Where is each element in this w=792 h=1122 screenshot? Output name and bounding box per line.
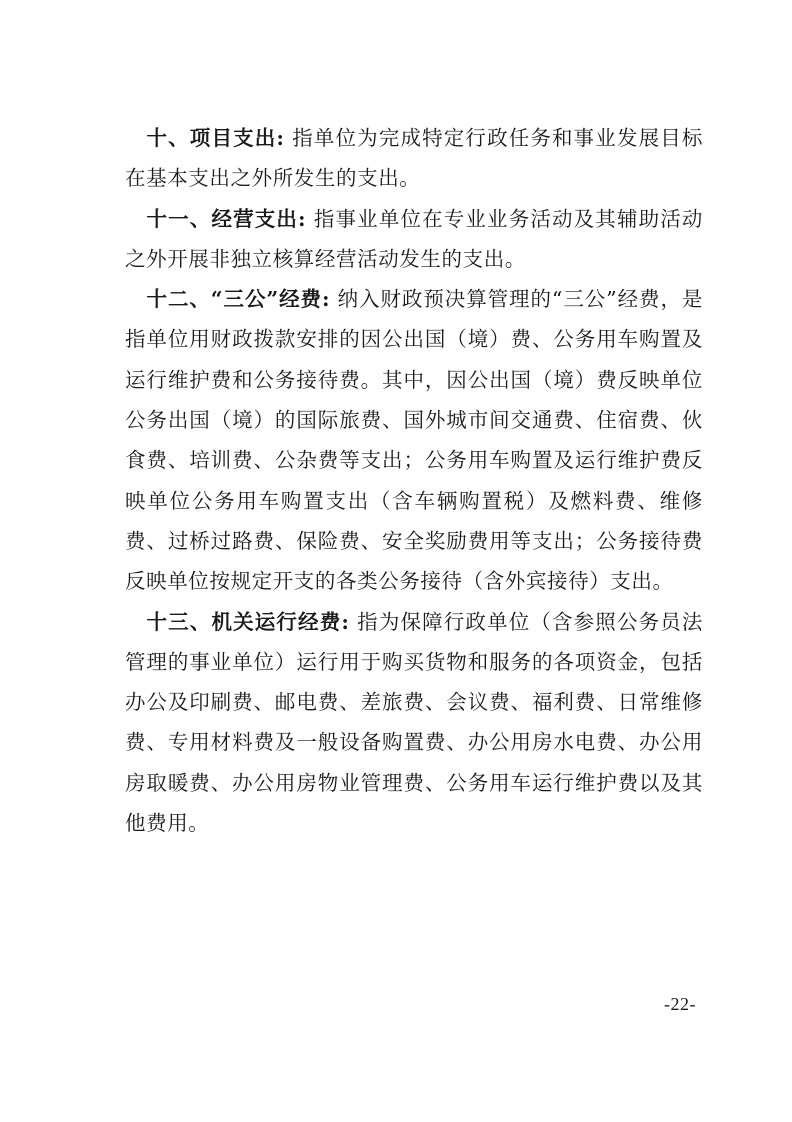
term-label: 十二、“三公”经费:: [146, 287, 331, 312]
page-number: -22-: [664, 994, 696, 1014]
paragraph-agency-operating-funds: [125, 602, 703, 844]
term-label: 十、项目支出:: [146, 126, 285, 150]
definition-text: 指为保障行政单位（含参照公务员法管理的事业单位）运行用于购买货物和服务的各项资金，包括办公及印刷费、邮电费、差旅费、会议费、福利费、日常维修费、专用材料费及一般设备购置费、办公用房水电费、办公用房取暖费、办公用房物业管理费、公务用车运行维护费以及其他费用。: [125, 609, 703, 836]
document-body: [125, 118, 703, 843]
definition-text: 纳入财政预决算管理的“三公”经费，是指单位用财政拨款安排的因公出国（境）费、公务用车购置及运行维护费和公务接待费。其中，因公出国（境）费反映单位公务出国（境）的国际旅费、国外城市间交通费、住宿费、伙食费、培训费、公杂费等支出；公务用车购置及运行维护费反映单位公务用车购置支出（含车辆购置税）及燃料费、维修费、过桥过路费、保险费、安全奖励费用等支出；公务接待费反映单位按规定开支的各类公务接待（含外宾接待）支出。: [125, 287, 703, 594]
paragraph-three-public-expenses: [125, 279, 703, 601]
definition-text: 指单位为完成特定行政任务和事业发展目标在基本支出之外所发生的支出。: [125, 126, 703, 191]
term-label: 十一、经营支出:: [146, 206, 307, 231]
paragraph-operating-expenditure: [125, 199, 703, 280]
definition-text: 指事业单位在专业业务活动及其辅助活动之外开展非独立核算经营活动发生的支出。: [125, 206, 703, 271]
term-label: 十三、机关运行经费:: [146, 609, 350, 634]
paragraph-project-expenditure: [125, 118, 703, 199]
